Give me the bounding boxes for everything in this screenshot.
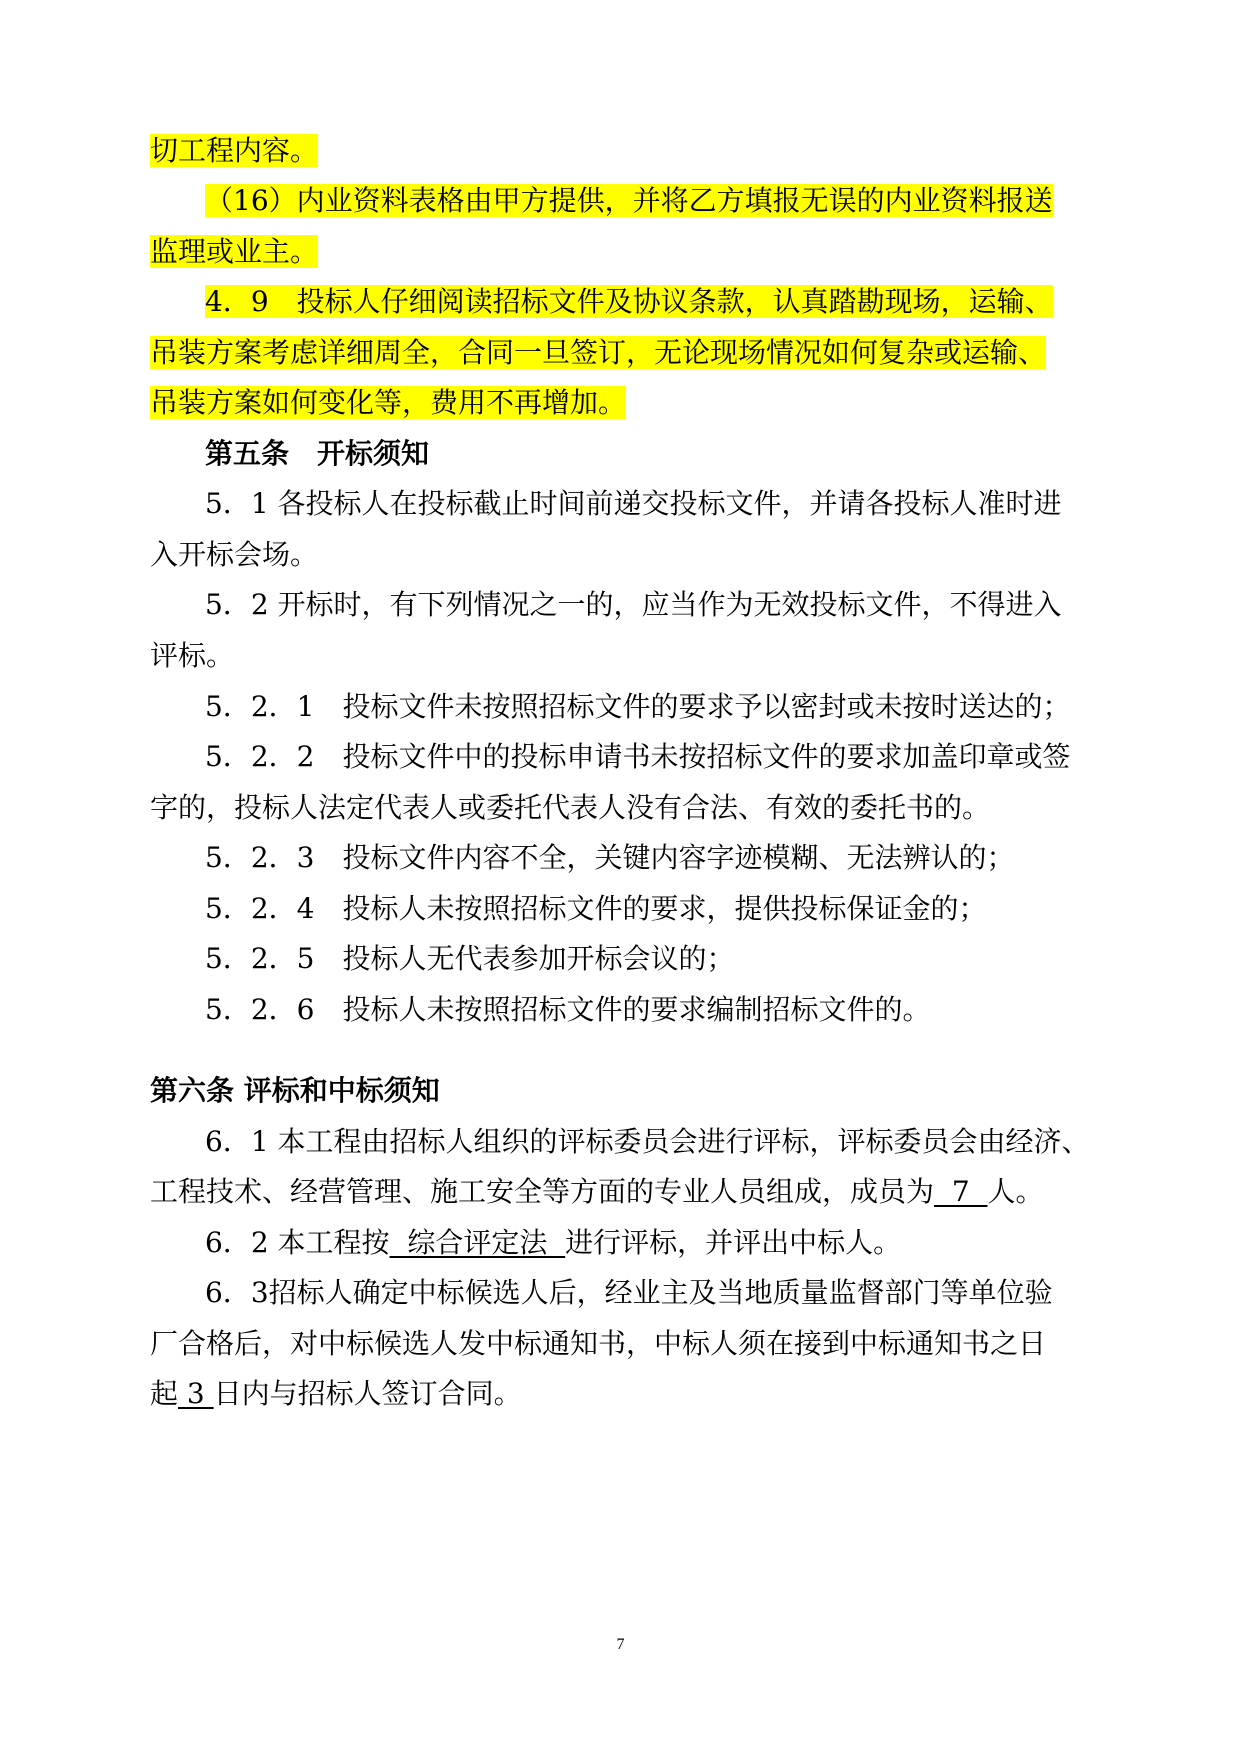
text-line — [205, 182, 1053, 220]
text-segment: 起 — [150, 1377, 179, 1410]
text-line: 5．2．5 投标人无代表参加开标会议的； — [205, 942, 735, 975]
text-line: 字的，投标人法定代表人或委托代表人没有合法、有效的委托书的。 — [150, 791, 991, 824]
text-line — [150, 132, 318, 170]
text-line: 入开标会场。 — [150, 538, 319, 571]
text-line — [205, 283, 1053, 321]
text-line: 厂合格后，对中标候选人发中标通知书，中标人须在接到中标通知书之日 — [150, 1327, 1047, 1360]
highlighted-text: 吊装方案考虑详细周全，合同一旦签订，无论现场情况如何复杂或运输、 — [150, 336, 1047, 369]
text-line: 5．2 开标时，有下列情况之一的，应当作为无效投标文件，不得进入 — [205, 588, 1062, 621]
article-5-heading: 第五条 开标须知 — [205, 437, 430, 470]
text-line — [150, 233, 318, 271]
highlighted-text: 监理或业主。 — [150, 235, 319, 268]
contract-days: 3 — [178, 1377, 214, 1410]
text-segment: 进行评标，并评出中标人。 — [565, 1226, 902, 1259]
text-line — [150, 384, 626, 422]
highlighted-text: （16）内业资料表格由甲方提供，并将乙方填报无误的内业资料报送 — [205, 184, 1053, 217]
text-line — [150, 1173, 1043, 1211]
page-number: 7 — [616, 1636, 625, 1653]
text-line — [150, 1375, 522, 1413]
text-segment: 工程技术、经营管理、施工安全等方面的专业人员组成，成员为 — [150, 1175, 935, 1208]
text-segment: 日内与招标人签订合同。 — [213, 1377, 522, 1410]
text-line: 5．2．1 投标文件未按照招标文件的要求予以密封或未按时送达的； — [205, 690, 1071, 723]
text-line: 5．2．2 投标文件中的投标申请书未按招标文件的要求加盖印章或签 — [205, 740, 1071, 773]
highlighted-text: 吊装方案如何变化等，费用不再增加。 — [150, 386, 627, 419]
text-line: 5．2．4 投标人未按照招标文件的要求，提供投标保证金的； — [205, 892, 987, 925]
text-line: 评标。 — [150, 639, 235, 672]
text-line — [205, 1224, 901, 1262]
evaluation-method: 综合评定法 — [389, 1226, 566, 1259]
text-line: 6．1 本工程由招标人组织的评标委员会进行评标，评标委员会由经济、 — [205, 1125, 1090, 1158]
text-line: 5．1 各投标人在投标截止时间前递交投标文件，并请各投标人准时进 — [205, 487, 1062, 520]
text-line: 6．3招标人确定中标候选人后，经业主及当地质量监督部门等单位验 — [205, 1276, 1053, 1309]
highlighted-text: 切工程内容。 — [150, 134, 319, 167]
text-line: 5．2．3 投标文件内容不全，关键内容字迹模糊、无法辨认的； — [205, 841, 1015, 874]
text-segment: 人。 — [987, 1175, 1044, 1208]
text-line: 5．2．6 投标人未按照招标文件的要求编制招标文件的。 — [205, 993, 931, 1026]
highlighted-text: 4．9 投标人仔细阅读招标文件及协议条款，认真踏勘现场，运输、 — [205, 285, 1053, 318]
text-segment: 6．2 本工程按 — [205, 1226, 390, 1259]
article-6-heading: 第六条 评标和中标须知 — [150, 1074, 440, 1107]
text-line — [150, 334, 1046, 372]
member-count: 7 — [934, 1175, 988, 1208]
